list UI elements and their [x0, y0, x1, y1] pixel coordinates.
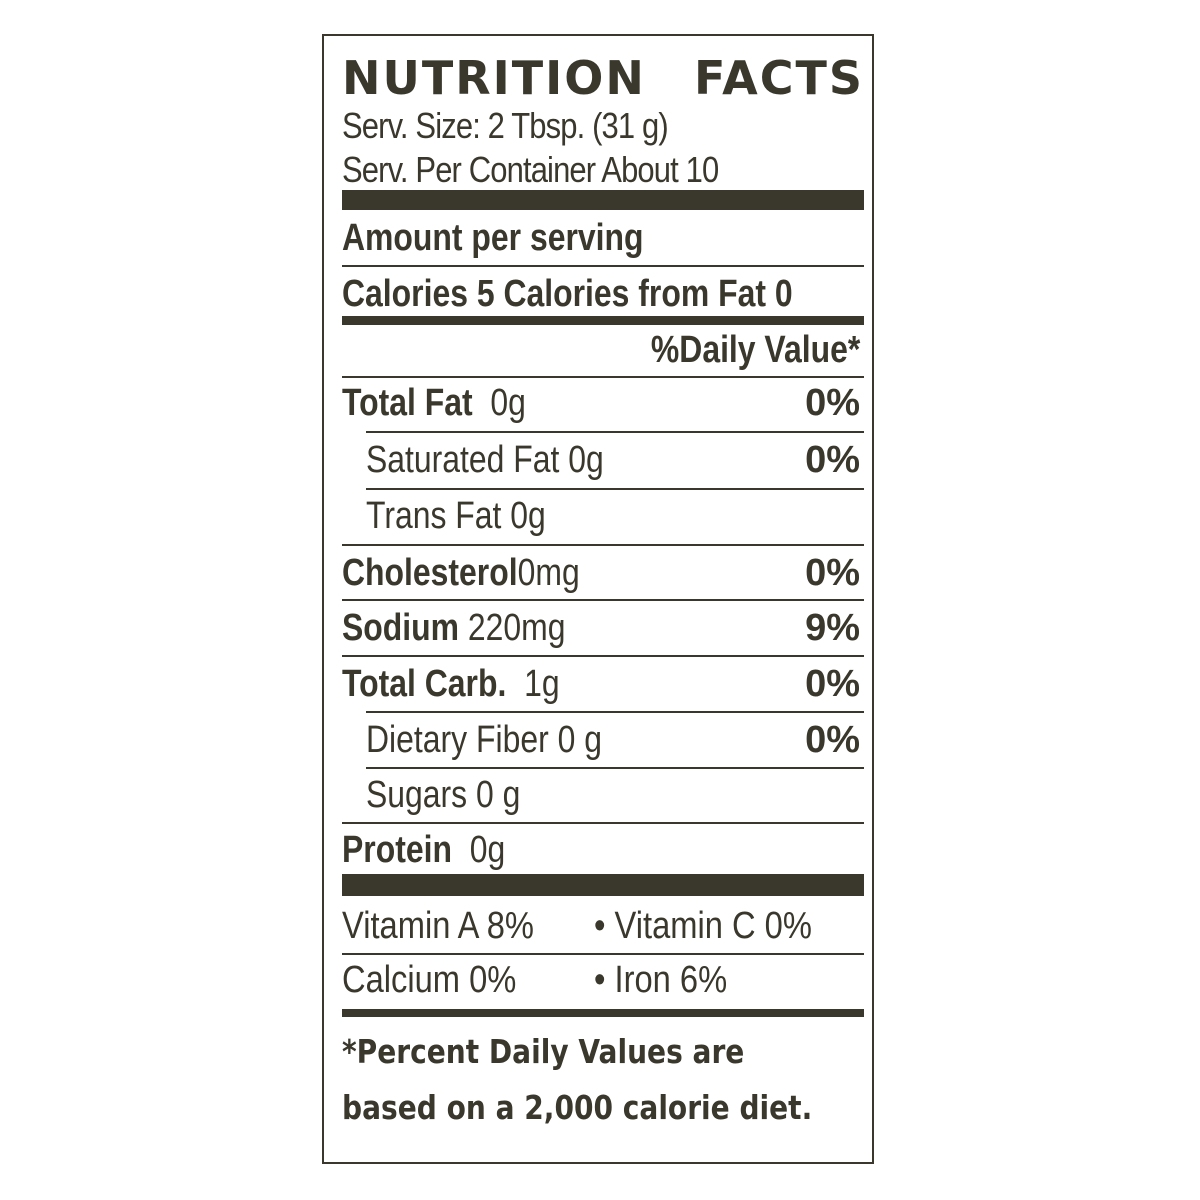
divider-row [366, 767, 864, 769]
nutrient-cholesterol: Cholesterol0mg [342, 552, 580, 594]
divider-nutrients [342, 376, 864, 378]
divider-row [342, 822, 864, 824]
dv-cholesterol: 0% [805, 552, 860, 594]
iron: • Iron 6% [594, 959, 728, 1001]
vitamin-a: Vitamin A 8% [342, 905, 534, 947]
divider-row [366, 488, 864, 490]
nutrient-total-carb: Total Carb. 1g [342, 663, 560, 705]
medium-divider [342, 316, 864, 325]
serving-size: Serv. Size: 2 Tbsp. (31 g) [342, 105, 668, 146]
nutrient-sugars: Sugars 0 g [366, 774, 521, 816]
nutrient-dietary-fiber: Dietary Fiber 0 g [366, 719, 602, 761]
footnote-line-1: *Percent Daily Values are [342, 1032, 745, 1071]
dv-dietary-fiber: 0% [805, 719, 860, 761]
dv-sodium: 9% [805, 607, 860, 649]
title-word-nutrition: NUTRITION [342, 51, 646, 105]
dv-total-fat: 0% [805, 382, 860, 424]
divider-calories [342, 265, 864, 267]
divider-vitamins [342, 953, 864, 955]
divider-row [366, 711, 864, 713]
nutrient-trans-fat: Trans Fat 0g [366, 495, 546, 537]
calcium: Calcium 0% [342, 959, 517, 1001]
amount-per-serving: Amount per serving [342, 217, 644, 259]
dv-saturated-fat: 0% [805, 439, 860, 481]
footnote-line-2: based on a 2,000 calorie diet. [342, 1088, 813, 1127]
nutrition-facts-title [342, 52, 864, 104]
dv-total-carb: 0% [805, 663, 860, 705]
divider-row [342, 544, 864, 546]
daily-value-header: %Daily Value* [650, 329, 860, 371]
divider-row [342, 599, 864, 601]
calories-line: Calories 5 Calories from Fat 0 [342, 273, 793, 315]
nutrient-saturated-fat: Saturated Fat 0g [366, 439, 604, 481]
nutrition-facts-panel [322, 34, 874, 1164]
thick-divider-bottom [342, 874, 864, 896]
nutrient-total-fat: Total Fat 0g [342, 382, 526, 424]
nutrient-sodium: Sodium 220mg [342, 607, 566, 649]
servings-per-container: Serv. Per Container About 10 [342, 149, 719, 190]
divider-row [366, 431, 864, 433]
medium-divider-footnote [342, 1009, 864, 1017]
thick-divider-top [342, 190, 864, 210]
nutrient-protein: Protein 0g [342, 829, 506, 871]
divider-row [342, 655, 864, 657]
vitamin-c: • Vitamin C 0% [594, 905, 812, 947]
title-word-facts: FACTS [693, 51, 864, 105]
